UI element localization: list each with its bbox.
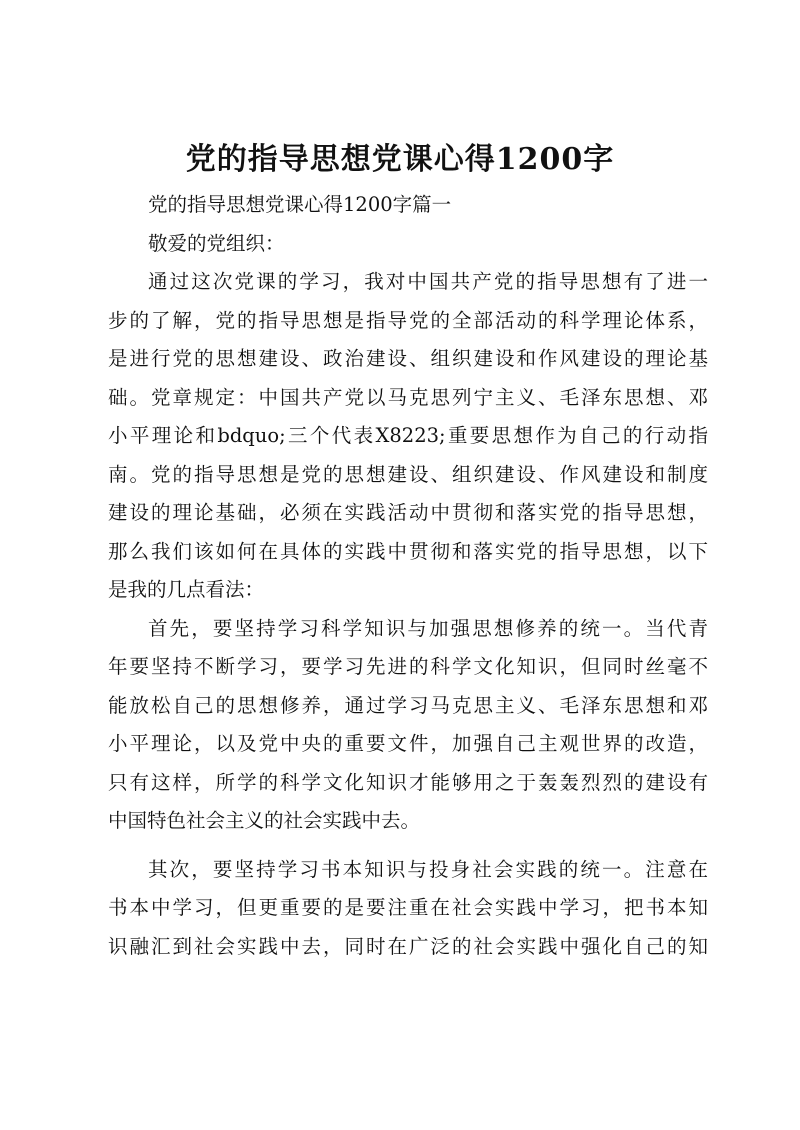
paragraph-line: 只有这样，所学的科学文化知识才能够用之于轰轰烈烈的建设有 <box>108 770 708 794</box>
paragraph-gap <box>108 841 708 851</box>
paragraph-line: 书本中学习，但更重要的是要注重在社会实践中学习，把书本知 <box>108 896 708 919</box>
paragraph-line: 是进行党的思想建设、政治建设、组织建设和作风建设的理论基 <box>108 347 708 370</box>
paragraph-line: 南。党的指导思想是党的思想建设、组织建设、作风建设和制度 <box>108 462 708 486</box>
paragraph-line: 通过这次党课的学习，我对中国共产党的指导思想有了进一 <box>148 270 708 293</box>
paragraph-line: 是我的几点看法： <box>108 578 265 601</box>
paragraph-line: 那么我们该如何在具体的实践中贯彻和落实党的指导思想，以下 <box>108 539 708 563</box>
paragraph-line: 小平理论，以及党中央的重要文件，加强自己主观世界的改造， <box>108 732 708 755</box>
salutation: 敬爱的党组织： <box>148 231 285 255</box>
paragraph-line: 小平理论和bdquo;三个代表X8223;重要思想作为自己的行动指 <box>108 424 708 447</box>
paragraph-3 <box>108 851 708 967</box>
paragraph-line: 年要坚持不断学习，要学习先进的科学文化知识，但同时丝毫不 <box>108 655 708 678</box>
document-title: 党的指导思想党课心得1200字 <box>185 142 615 177</box>
paragraph-1 <box>108 263 708 610</box>
paragraph-line: 识融汇到社会实践中去，同时在广泛的社会实践中强化自己的知 <box>108 934 708 958</box>
paragraph-line: 步的了解，党的指导思想是指导党的全部活动的科学理论体系， <box>108 308 708 332</box>
paragraph-line: 其次，要坚持学习书本知识与投身社会实践的统一。注意在 <box>148 857 708 881</box>
paragraph-2 <box>108 610 708 841</box>
paragraph-line: 能放松自己的思想修养，通过学习马克思主义、毛泽东思想和邓 <box>108 693 708 717</box>
paragraph-line: 建设的理论基础，必须在实践活动中贯彻和落实党的指导思想， <box>108 501 708 524</box>
document-subtitle: 党的指导思想党课心得1200字篇一 <box>148 193 452 216</box>
document-body <box>108 186 708 966</box>
paragraph-line: 中国特色社会主义的社会实践中去。 <box>108 809 421 832</box>
paragraph-line: 础。党章规定：中国共产党以马克思列宁主义、毛泽东思想、邓 <box>108 385 708 409</box>
paragraph-line: 首先，要坚持学习科学知识与加强思想修养的统一。当代青 <box>148 616 708 640</box>
